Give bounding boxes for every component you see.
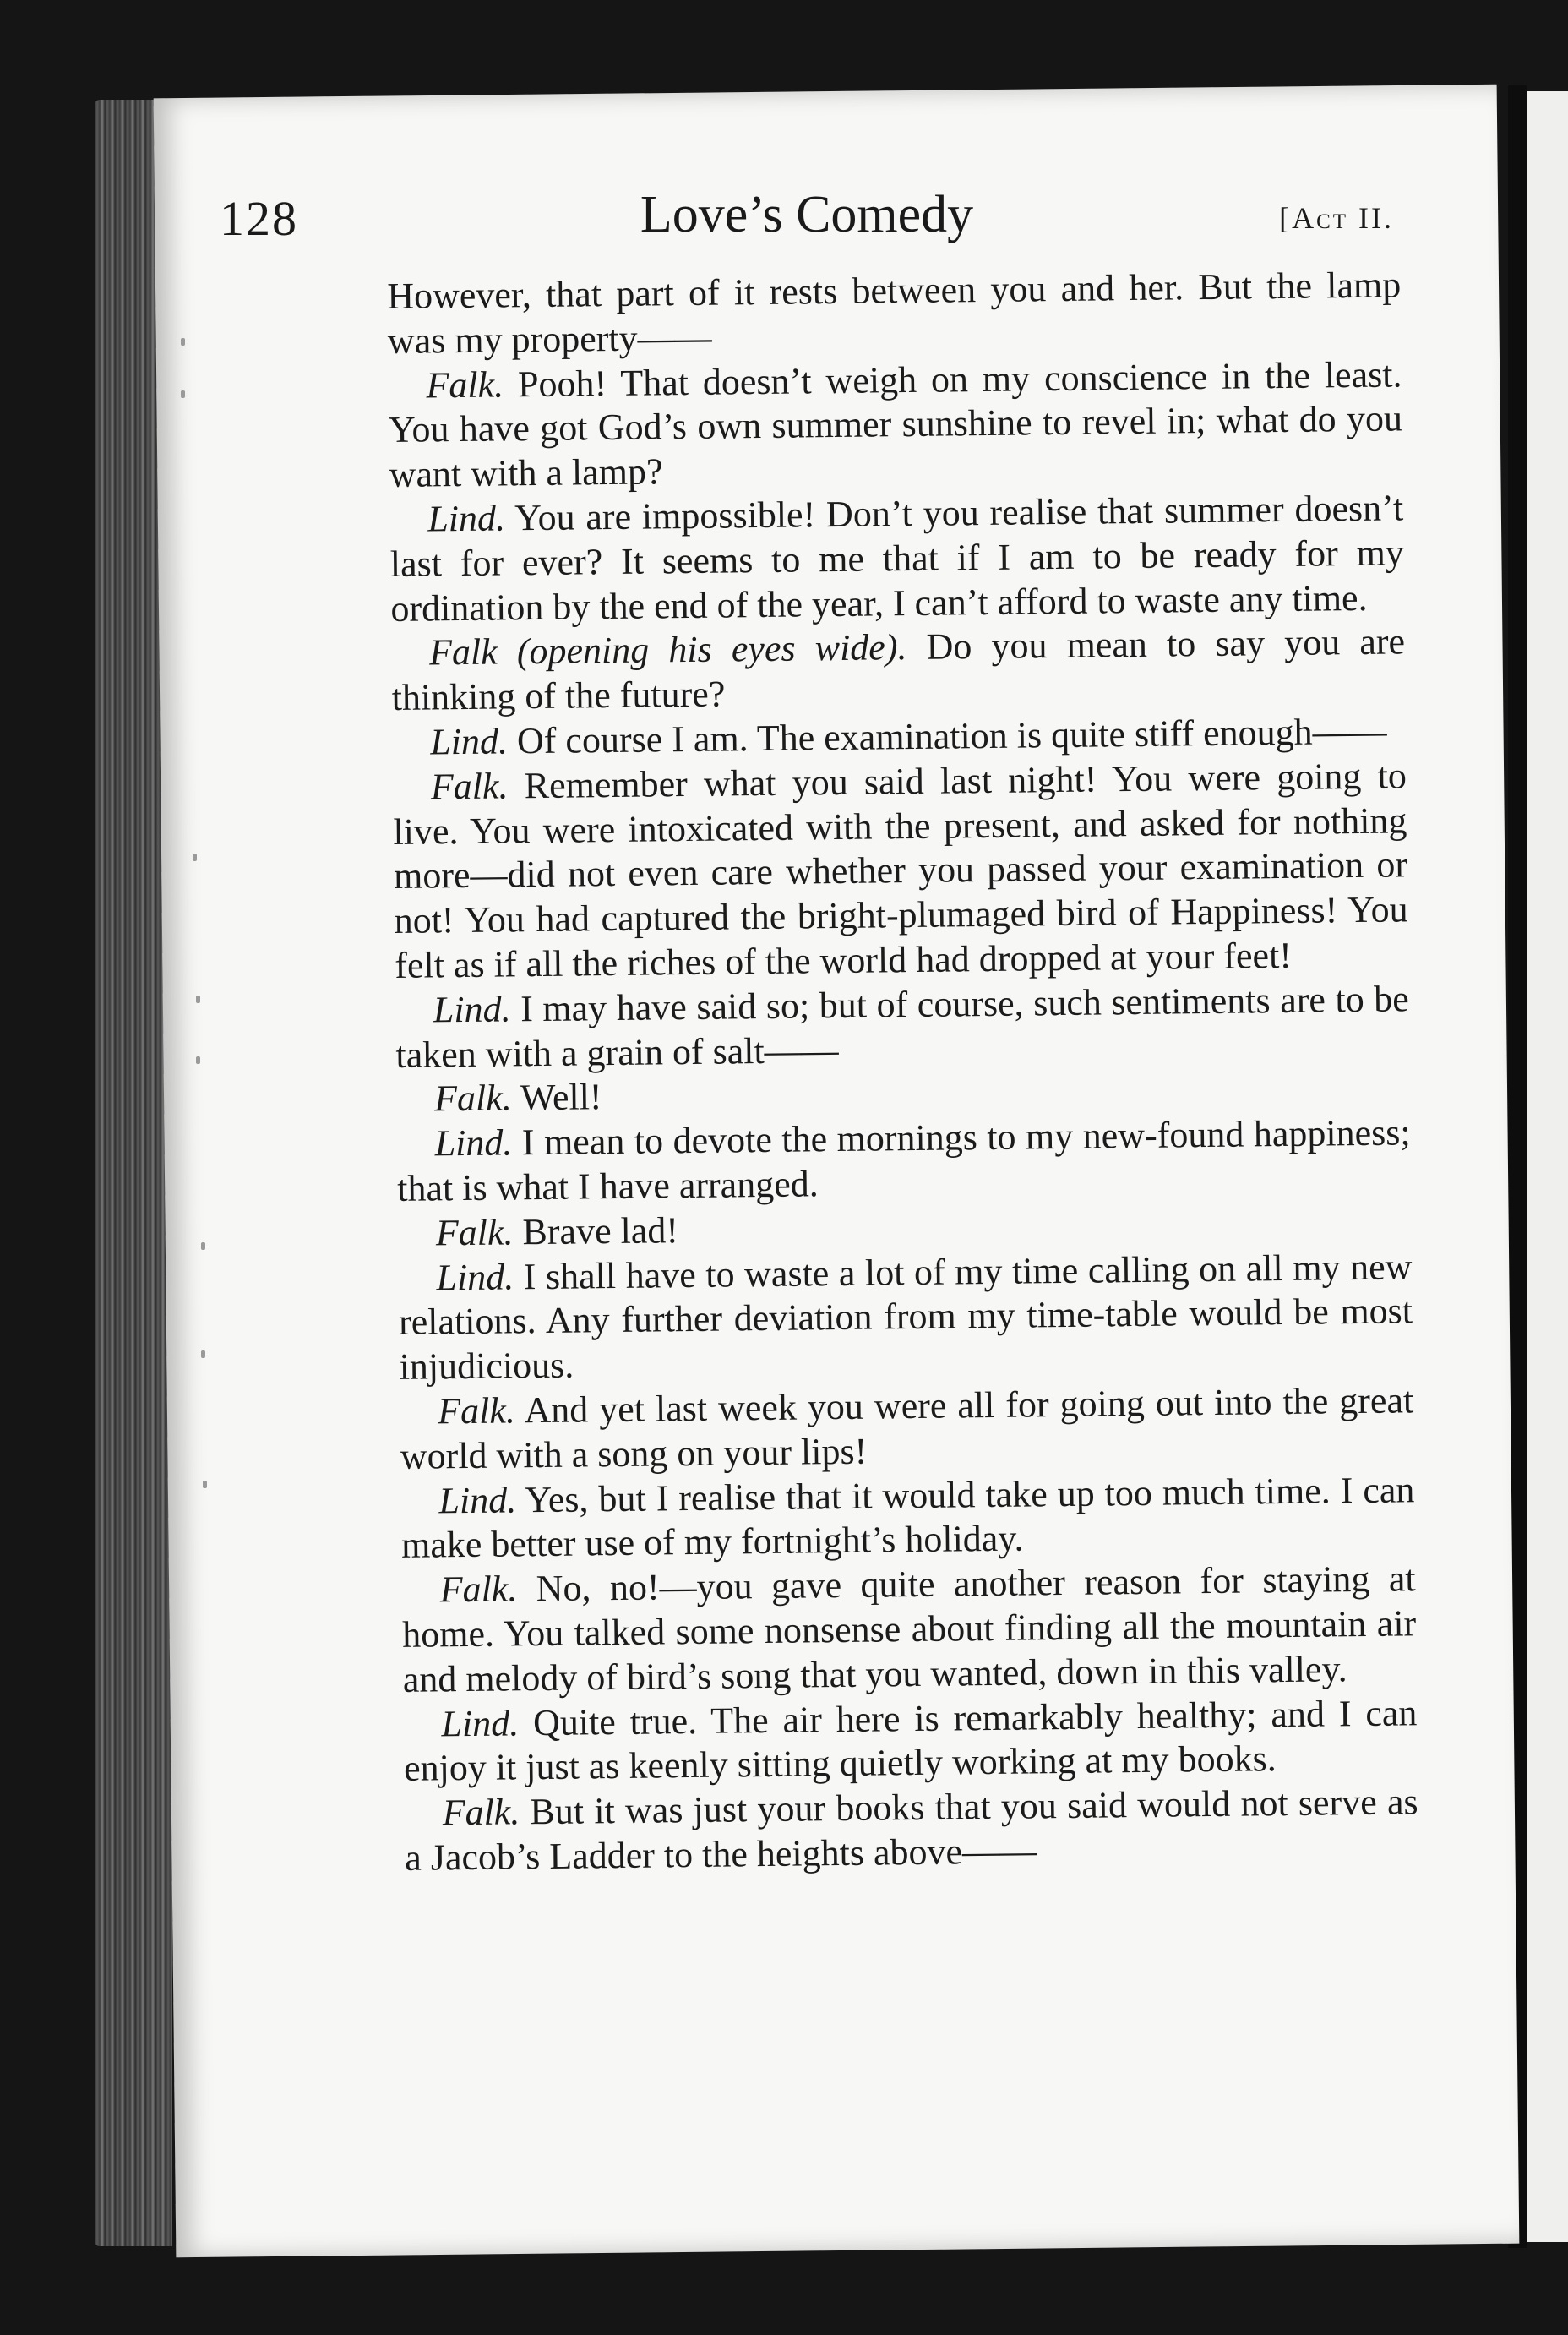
speaker-name: Falk. [439,1568,518,1611]
speech-text: Remember what you said last night! You were going to live. You were intoxicated with the present, and asked for nothing more—did not even care whether you passed your examination or not! You had captured the bright-plumaged bird of Happiness! You felt as if all the riches of the world had dropped at your feet! [393,755,1408,986]
dialogue-paragraph [404,1780,1418,1880]
margin-speck [193,854,197,861]
speech-text: You are impossible! Don’t you realise that summer doesn’t last for ever? It seems to me that if I am to be ready for my ordination by the end of the year, I can’t afford to waste any time. [389,487,1405,630]
dialogue-paragraph [395,977,1410,1077]
speaker-name: Falk [428,630,498,674]
speech-text: Well! [511,1076,602,1119]
speech-text: Yes, but I realise that it would take up too much time. I can make better use of my fortnight’s holiday. [400,1468,1415,1567]
dialogue-paragraph [398,1245,1413,1390]
speech-text: However, that part of it rests between you and her. But the lamp was my property—— [387,264,1402,362]
speaker-name: Lind. [438,1478,517,1521]
margin-speck [201,1242,205,1250]
act-label: [Act II. [1279,201,1394,235]
speaker-name: Falk. [426,363,504,406]
speech-text: Brave lad! [513,1208,679,1253]
speaker-name: Lind. [441,1701,520,1744]
page-title: Love’s Comedy [640,186,974,243]
speech-text: I mean to devote the mornings to my new-found happiness; that is what I have arranged. [396,1111,1411,1209]
dialogue-paragraph [400,1468,1415,1568]
speaker-name: Lind. [433,988,511,1031]
speech-text: And yet last week you were all for going out into the great world with a song on your lips! [400,1379,1414,1477]
dialogue-paragraph [388,352,1403,498]
dialogue-paragraph [391,620,1406,721]
speech-text: Of course I am. The examination is quite stiff enough—— [507,710,1387,762]
speech-text: I may have said so; but of course, such sentiments are to be taken with a grain of salt—— [395,978,1410,1076]
dialogue-paragraph [400,1378,1414,1479]
dialogue-paragraph [387,263,1402,363]
speaker-name: Lind. [436,1255,514,1298]
speaker-name: Falk. [433,1077,512,1120]
speech-text: No, no!—you gave quite another reason for staying at home. You talked some nonsense about finding all the mountain air and melody of bird’s song that you wanted, down in this valley. [401,1558,1417,1700]
speaker-name: Falk. [430,765,509,808]
dialogue-paragraph [403,1691,1418,1792]
speaker-name: Lind. [427,497,506,540]
speech-text: Pooh! That doesn’t weigh on my conscience in the least. You have got God’s own summer sunshine to revel in; what do you want with a lamp? [388,352,1403,496]
running-header [220,186,1394,258]
speaker-name: Falk. [437,1389,516,1432]
margin-speck [196,996,200,1003]
speech-text: I shall have to waste a lot of my time calling on all my new relations. Any further deviation from my time-table would be most injudicious. [398,1245,1413,1388]
margin-speck [181,338,185,346]
margin-speck [201,1350,205,1358]
speech-text: Quite true. The air here is remarkably healthy; and I can enjoy it just as keenly sitting quietly working at my books. [403,1691,1418,1790]
speech-text: Do you mean to say you are thinking of the future? [391,620,1406,719]
page-number: 128 [220,191,298,246]
margin-speck [196,1056,200,1064]
speaker-name: Falk. [442,1791,520,1834]
speaker-name: Lind. [434,1121,513,1165]
dialogue-paragraph [393,754,1409,989]
speaker-name: Falk. [435,1211,514,1254]
dialogue-paragraph [401,1557,1417,1702]
speaker-name: Lind. [429,720,509,763]
facing-page-edge [1527,91,1568,2242]
margin-speck [181,390,185,398]
dialogue-paragraph [396,1110,1411,1211]
speech-text: But it was just your books that you said would not serve as a Jacob’s Ladder to the heights above—— [404,1781,1418,1879]
stage-direction: (opening his eyes wide). [497,626,907,673]
dialogue-paragraph [389,486,1405,631]
dialogue-text [387,263,1418,1880]
margin-speck [203,1481,207,1488]
